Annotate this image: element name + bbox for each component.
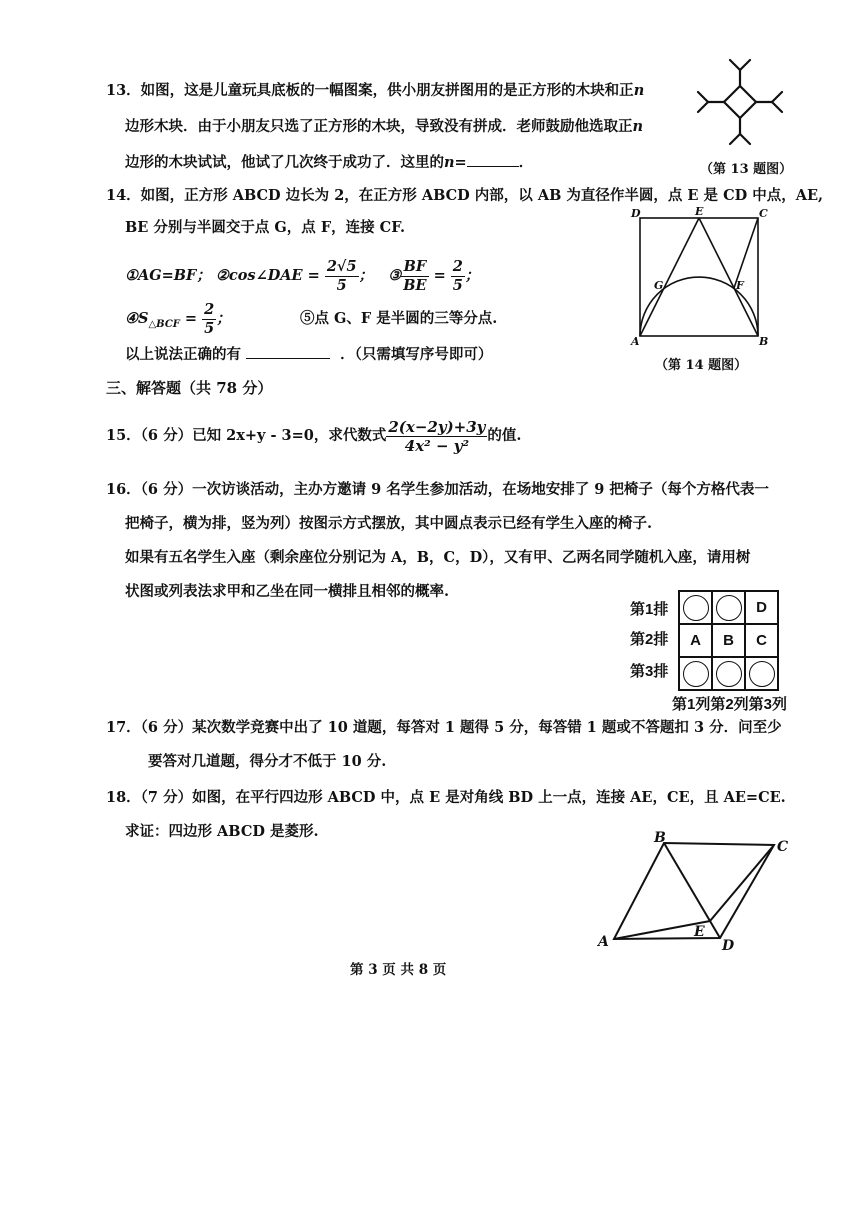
seat-grid	[678, 590, 779, 691]
q13-caption: （第 13 题图）	[700, 162, 793, 177]
row-label-3: 第3排	[630, 663, 669, 680]
occupied-circle-icon	[683, 661, 709, 687]
q14-caption: （第 14 题图）	[655, 358, 748, 373]
q17-line-1: 17．（6 分）某次数学竞赛中出了 10 道题，每答对 1 题得 5 分，每答错 1 题或不答题扣 3 分．问至少	[106, 719, 782, 736]
q13-line-2: 边形木块．由于小朋友只选了正方形的木块，导致没有拼成．老师鼓励他选取正n	[125, 118, 644, 135]
q14-option-3: ③ $\frac{BF}{BE}$ = $\frac{2}{5}$ ；	[388, 257, 480, 294]
column-labels: 第1列第2列第3列	[672, 696, 788, 713]
seat-r2-c2: B	[712, 624, 745, 657]
q17-line-2: 要答对几道题，得分才不低于 10 分.	[148, 753, 387, 770]
q15-line: 15．（6 分）已知 2x+y - 3=0，求代数式 $\frac{2(x-2y)+3y}{\text{4x² − y²}}$ 的值.	[106, 417, 522, 455]
occupied-circle-icon	[716, 595, 742, 621]
label-F: F	[736, 279, 744, 292]
q14-options-row-2	[125, 300, 231, 344]
page-footer: 第 3 页 共 8 页	[350, 962, 447, 978]
row-label-2: 第2排	[630, 631, 669, 648]
q14-square-figure	[625, 205, 775, 350]
section-3-title: 三、解答题（共 78 分）	[106, 379, 273, 397]
q13-line-3: 边形的木块试试，他试了几次终于成功了．这里的n= ．	[125, 154, 534, 171]
q13-answer-blank	[467, 152, 519, 167]
q16-line-3: 如果有五名学生入座（剩余座位分别记为 A，B，C，D），又有甲、乙两名同学随机入座，请用树	[125, 549, 751, 566]
q16-line-1: 16．（6 分）一次访谈活动，主办方邀请 9 名学生参加活动，在场地安排了 9 把椅子（每个方格代表一	[106, 481, 769, 498]
q14-option-5: ⑤点 G、F 是半圆的三等分点.	[300, 310, 498, 327]
seat-r1-c3: D	[745, 591, 778, 624]
q16-line-4: 状图或列表法求甲和乙坐在同一横排且相邻的概率.	[125, 583, 450, 600]
label-A: A	[631, 335, 640, 348]
seat-r2-c1: A	[679, 624, 712, 657]
label-D: D	[722, 938, 735, 954]
q14-answer-blank	[246, 344, 330, 359]
label-G: G	[654, 279, 664, 292]
seat-r3-c1	[679, 657, 712, 690]
q13-pattern-figure	[690, 56, 790, 156]
q15-fraction: $\frac{2(x-2y)+3y}{\text{4x² − y²}}$	[388, 417, 486, 455]
q18-parallelogram-figure	[592, 826, 797, 958]
q16-line-2: 把椅子，横为排，竖为列）按图示方式摆放，其中圆点表示已经有学生入座的椅子.	[125, 515, 653, 532]
label-C: C	[777, 839, 789, 855]
seat-r1-c1	[679, 591, 712, 624]
q14-answer-line: 以上说法正确的有 ．（只需填写序号即可）	[125, 346, 493, 363]
label-B: B	[654, 830, 666, 846]
q14-line-1: 14．如图，正方形 ABCD 边长为 2，在正方形 ABCD 内部，以 AB 为直径作半圆，点 E 是 CD 中点，AE,	[106, 187, 824, 204]
occupied-circle-icon	[716, 661, 742, 687]
occupied-circle-icon	[749, 661, 775, 687]
row-label-1: 第1排	[630, 601, 669, 618]
label-B: B	[759, 335, 769, 348]
seat-r2-c3: C	[745, 624, 778, 657]
q18-line-2: 求证：四边形 ABCD 是菱形.	[125, 823, 319, 840]
q14-option-4: $④S_{\triangle BCF}$ = $\frac{2}{5}$ ；	[125, 300, 231, 337]
q14-line-2: BE 分别与半圆交于点 G，点 F，连接 CF.	[125, 219, 406, 236]
occupied-circle-icon	[683, 595, 709, 621]
seat-r3-c2	[712, 657, 745, 690]
label-C: C	[759, 207, 768, 220]
label-E: E	[694, 924, 705, 940]
q13-line-1: 13．如图，这是儿童玩具底板的一幅图案，供小朋友拼图用的是正方形的木块和正n	[106, 82, 645, 99]
label-D: D	[631, 207, 641, 220]
q18-line-1: 18．（7 分）如图，在平行四边形 ABCD 中，点 E 是对角线 BD 上一点，连接 AE，CE，且 AE=CE.	[106, 789, 786, 806]
seat-r1-c2	[712, 591, 745, 624]
label-A: A	[598, 934, 609, 950]
label-E: E	[695, 205, 704, 218]
q14-options-row-1	[125, 257, 479, 295]
q14-option-2: ②cos∠DAE = $\frac{2√5}{5}$ ；	[215, 257, 374, 294]
q14-option-1: ①AG=BF；	[125, 267, 211, 284]
seat-r3-c3	[745, 657, 778, 690]
